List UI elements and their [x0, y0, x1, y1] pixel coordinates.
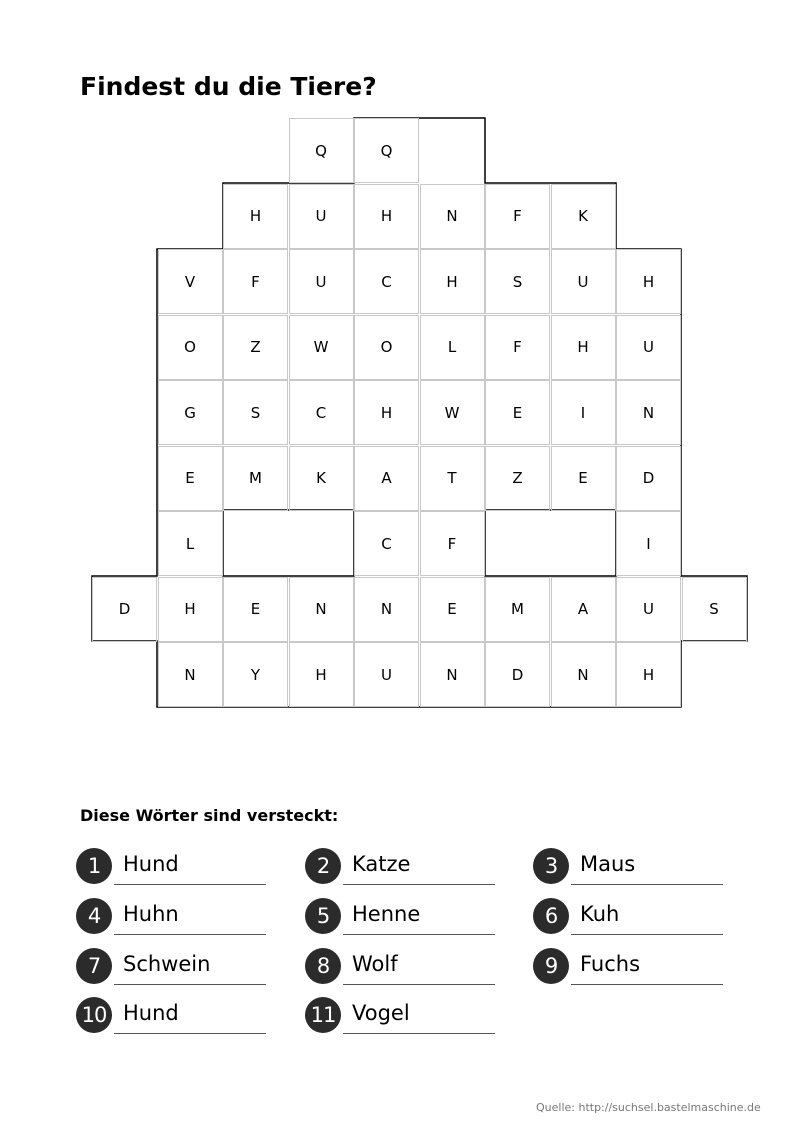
word-underline	[571, 934, 723, 935]
word-number-badge: 4	[76, 898, 112, 934]
word-number-badge: 10	[76, 997, 112, 1033]
word-label: Kuh	[580, 902, 620, 926]
grid-cell: S	[485, 249, 550, 314]
word-underline	[343, 934, 495, 935]
grid-cell: E	[420, 577, 485, 642]
word-label: Hund	[123, 1001, 179, 1025]
grid-cell: F	[223, 249, 288, 314]
grid-cell: W	[289, 315, 354, 380]
grid-cell: L	[158, 511, 223, 576]
grid-cell: W	[420, 380, 485, 445]
grid-cell: N	[420, 642, 485, 707]
word-item	[533, 898, 728, 938]
grid-cell: O	[354, 315, 419, 380]
grid-cell: S	[223, 380, 288, 445]
grid-cell: H	[354, 380, 419, 445]
grid-cell: F	[420, 511, 485, 576]
grid-cell: U	[289, 249, 354, 314]
grid-cell: E	[158, 446, 223, 511]
grid-cell: F	[485, 315, 550, 380]
grid-cell: U	[616, 577, 681, 642]
grid-cell: N	[551, 642, 616, 707]
grid-cell: V	[158, 249, 223, 314]
grid-cell: Y	[223, 642, 288, 707]
grid-cell: C	[354, 511, 419, 576]
page-title: Findest du die Tiere?	[80, 72, 377, 101]
grid-cell: A	[551, 577, 616, 642]
grid-cell: Z	[223, 315, 288, 380]
word-number-badge: 9	[533, 948, 569, 984]
grid-cell: F	[485, 184, 550, 249]
grid-cell: C	[289, 380, 354, 445]
words-heading: Diese Wörter sind versteckt:	[80, 806, 339, 825]
word-item	[76, 948, 271, 988]
word-label: Katze	[352, 852, 411, 876]
grid-cell: T	[420, 446, 485, 511]
grid-cell: H	[289, 642, 354, 707]
word-label: Huhn	[123, 902, 179, 926]
grid-cell: N	[289, 577, 354, 642]
word-underline	[571, 984, 723, 985]
grid-cell: M	[485, 577, 550, 642]
grid-cell: K	[551, 184, 616, 249]
word-item	[305, 848, 500, 888]
grid-cell: G	[158, 380, 223, 445]
word-underline	[114, 884, 266, 885]
word-item	[305, 948, 500, 988]
grid-cell: N	[158, 642, 223, 707]
grid-cell: I	[616, 511, 681, 576]
grid-cell: U	[289, 184, 354, 249]
grid-cell: H	[616, 642, 681, 707]
word-label: Maus	[580, 852, 636, 876]
word-underline	[114, 934, 266, 935]
grid-cell: N	[616, 380, 681, 445]
word-item	[305, 898, 500, 938]
word-item	[76, 997, 271, 1037]
word-underline	[571, 884, 723, 885]
grid-cell: Z	[485, 446, 550, 511]
grid-cell: U	[551, 249, 616, 314]
word-number-badge: 7	[76, 948, 112, 984]
grid-cell: D	[616, 446, 681, 511]
grid-cell: Q	[289, 118, 354, 183]
grid-cell: E	[485, 380, 550, 445]
word-label: Fuchs	[580, 952, 641, 976]
grid-cell: H	[420, 249, 485, 314]
word-label: Henne	[352, 902, 421, 926]
word-underline	[114, 1033, 266, 1034]
word-item	[533, 948, 728, 988]
word-label: Wolf	[352, 952, 398, 976]
word-number-badge: 11	[305, 997, 341, 1033]
word-label: Hund	[123, 852, 179, 876]
grid-cell: H	[158, 577, 223, 642]
grid-cell: O	[158, 315, 223, 380]
word-number-badge: 8	[305, 948, 341, 984]
word-number-badge: 2	[305, 848, 341, 884]
grid-cell: H	[616, 249, 681, 314]
word-number-badge: 1	[76, 848, 112, 884]
word-item	[76, 848, 271, 888]
word-underline	[343, 884, 495, 885]
word-item	[533, 848, 728, 888]
grid-cell: U	[616, 315, 681, 380]
grid-cell: E	[551, 446, 616, 511]
grid-cell: M	[223, 446, 288, 511]
grid-cell: D	[92, 577, 157, 642]
grid-cell: N	[354, 577, 419, 642]
grid-cell: E	[223, 577, 288, 642]
grid-cell: S	[682, 577, 747, 642]
grid-cell: A	[354, 446, 419, 511]
word-label: Schwein	[123, 952, 211, 976]
grid-cell: D	[485, 642, 550, 707]
grid-cell: N	[420, 184, 485, 249]
word-item	[76, 898, 271, 938]
word-number-badge: 6	[533, 898, 569, 934]
word-underline	[114, 984, 266, 985]
grid-cell: C	[354, 249, 419, 314]
source-note: Quelle: http://suchsel.bastelmaschine.de	[536, 1101, 761, 1114]
grid-cell: H	[354, 184, 419, 249]
grid-cell: K	[289, 446, 354, 511]
grid-cell: L	[420, 315, 485, 380]
grid-cell: U	[354, 642, 419, 707]
grid-cell: H	[551, 315, 616, 380]
grid-cell: Q	[354, 118, 419, 183]
word-underline	[343, 1033, 495, 1034]
grid-cell: I	[551, 380, 616, 445]
word-number-badge: 5	[305, 898, 341, 934]
grid-cell: H	[223, 184, 288, 249]
word-number-badge: 3	[533, 848, 569, 884]
word-underline	[343, 984, 495, 985]
word-item	[305, 997, 500, 1037]
word-label: Vogel	[352, 1001, 410, 1025]
